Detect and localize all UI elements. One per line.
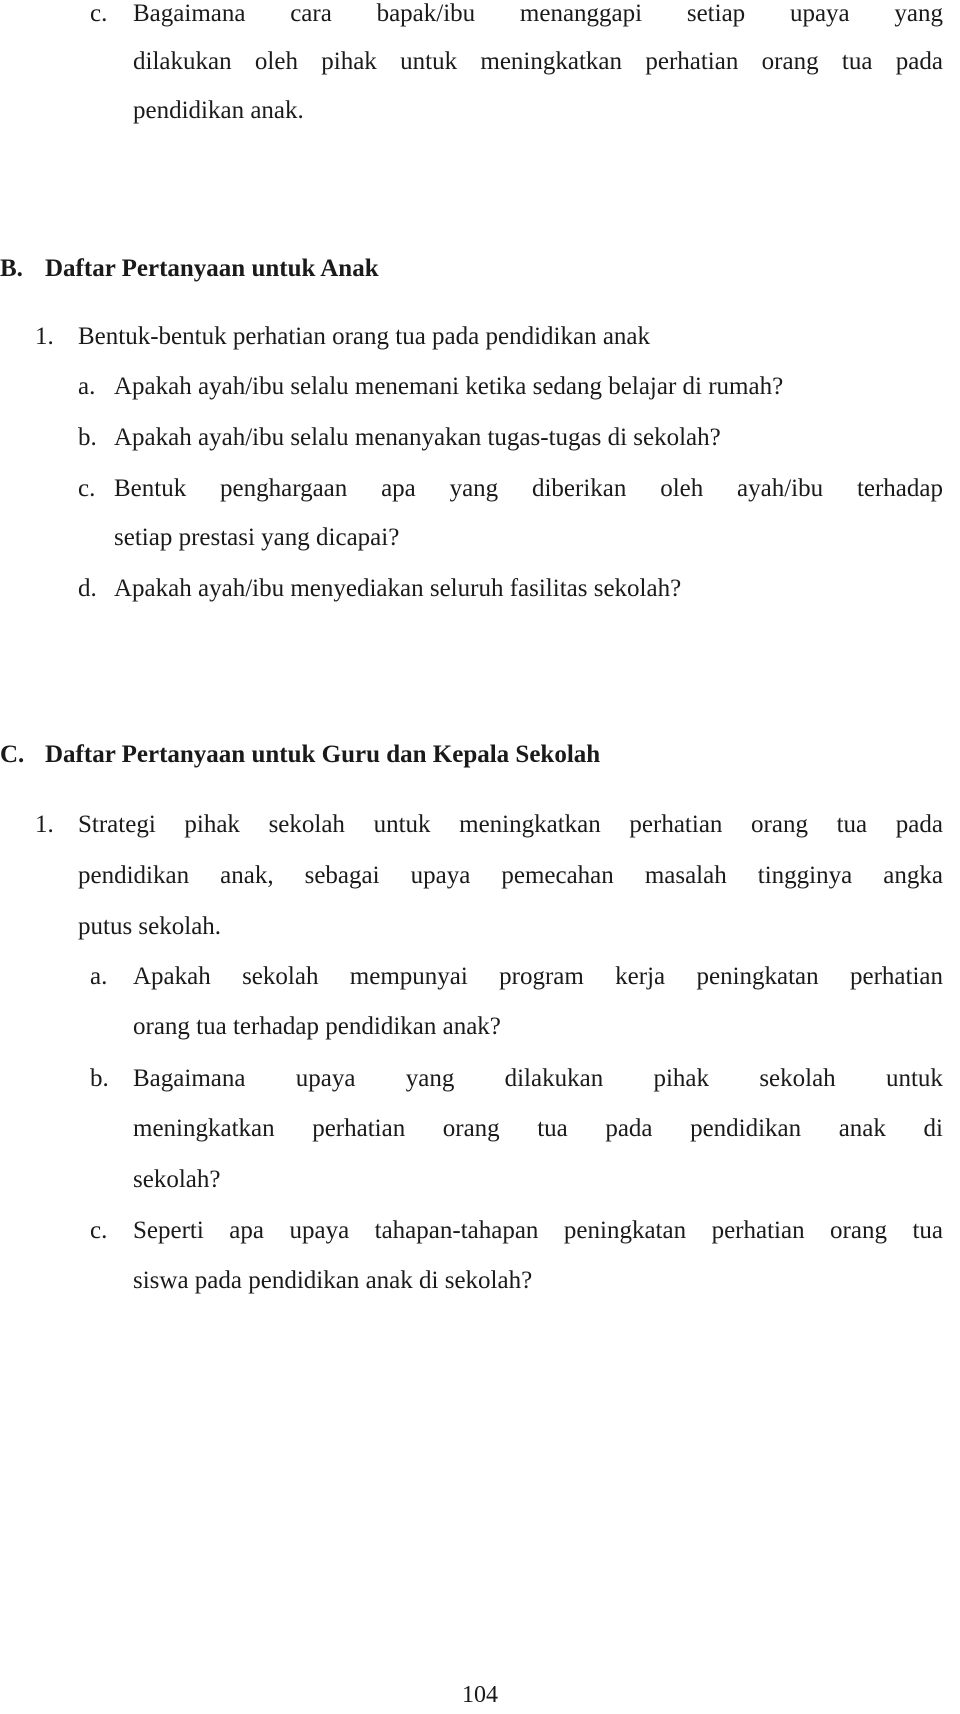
word: apa (229, 1217, 264, 1244)
word: pada (895, 48, 943, 75)
word: upaya (410, 862, 471, 889)
sub-item-text: setiap prestasi yang dicapai? (114, 524, 400, 551)
sub-item-text (133, 1115, 943, 1143)
word: pihak (653, 1065, 710, 1092)
word: bapak/ibu (376, 0, 476, 27)
section-marker: C. (0, 741, 25, 768)
sub-item-text: Apakah ayah/ibu menyediakan seluruh fasilitas sekolah? (114, 575, 682, 602)
word: pendidikan (78, 862, 190, 889)
item-marker: c. (90, 0, 108, 27)
word: sekolah (242, 963, 319, 990)
word: ayah/ibu (737, 475, 824, 502)
word: orang (830, 1217, 887, 1244)
word: sebagai (304, 862, 380, 889)
word: meningkatkan (480, 48, 623, 75)
sub-item-marker: b. (78, 424, 97, 451)
item-text (78, 811, 943, 839)
word: Bagaimana (133, 0, 246, 27)
word: untuk (885, 1065, 943, 1092)
word: setiap (686, 0, 746, 27)
word: perhatian (312, 1115, 406, 1142)
word: yang (894, 0, 943, 27)
word: sekolah (268, 811, 345, 838)
word: menanggapi (519, 0, 643, 27)
sub-item-text: siswa pada pendidikan anak di sekolah? (133, 1267, 533, 1294)
item-marker: 1. (35, 323, 54, 350)
word: yang (449, 475, 499, 502)
word: peningkatan (563, 1217, 687, 1244)
sub-item-text: orang tua terhadap pendidikan anak? (133, 1013, 501, 1040)
sub-item-text: sekolah? (133, 1166, 221, 1193)
word: upaya (289, 1217, 350, 1244)
word: sekolah (759, 1065, 836, 1092)
word: Apakah (133, 963, 211, 990)
word: pihak (321, 48, 377, 75)
word: masalah (644, 862, 727, 889)
word: perhatian (645, 48, 739, 75)
word: orang (751, 811, 808, 838)
sub-item-marker: d. (78, 575, 97, 602)
word: orang (761, 48, 819, 75)
word: upaya (789, 0, 850, 27)
sub-item-marker: c. (90, 1217, 108, 1244)
sub-item-text: Apakah ayah/ibu selalu menemani ketika sedang belajar di rumah? (114, 373, 784, 400)
word: orang (442, 1115, 500, 1142)
sub-item-marker: c. (78, 475, 96, 502)
word: perhatian (629, 811, 723, 838)
word: anak, (220, 862, 274, 889)
section-marker: B. (0, 255, 23, 282)
word: oleh (254, 48, 298, 75)
word: kerja (615, 963, 666, 990)
word: Strategi (78, 811, 156, 838)
word: program (499, 963, 584, 990)
word: penghargaan (220, 475, 348, 502)
word: meningkatkan (133, 1115, 275, 1142)
section-title: Daftar Pertanyaan untuk Anak (45, 255, 379, 282)
word: meningkatkan (459, 811, 601, 838)
item-marker: 1. (35, 811, 54, 838)
sub-item-marker: a. (78, 373, 96, 400)
sub-item-marker: a. (90, 963, 108, 990)
word: pihak (184, 811, 240, 838)
sub-item-text (133, 1217, 943, 1245)
word: tua (841, 48, 873, 75)
sub-item-text (133, 1065, 943, 1093)
word: tingginya (757, 862, 853, 889)
word: Bagaimana (133, 1065, 246, 1092)
word: terhadap (856, 475, 943, 502)
sub-item-text (114, 475, 943, 503)
word: dilakukan (133, 48, 232, 75)
word: apa (381, 475, 416, 502)
word: perhatian (711, 1217, 805, 1244)
sub-item-marker: b. (90, 1065, 109, 1092)
section-title: Daftar Pertanyaan untuk Guru dan Kepala Sekolah (45, 741, 601, 768)
word: untuk (373, 811, 431, 838)
word: mempunyai (349, 963, 468, 990)
word: untuk (400, 48, 458, 75)
word: upaya (295, 1065, 356, 1092)
word: tua (537, 1115, 568, 1142)
word: Bentuk (114, 475, 187, 502)
item-line: pendidikan anak. (133, 97, 304, 124)
word: angka (883, 862, 943, 889)
word: yang (405, 1065, 455, 1092)
sub-item-text (133, 963, 943, 991)
word: pemecahan (501, 862, 614, 889)
item-line (133, 48, 943, 76)
word: peningkatan (696, 963, 819, 990)
word: pada (895, 811, 943, 838)
item-line (133, 0, 943, 28)
word: cara (290, 0, 332, 27)
page-number: 104 (462, 1682, 498, 1708)
item-text: putus sekolah. (78, 913, 222, 940)
word: anak (838, 1115, 886, 1142)
item-text (78, 862, 943, 890)
word: tahapan-tahapan (374, 1217, 539, 1244)
word: pada (605, 1115, 653, 1142)
sub-item-text: Apakah ayah/ibu selalu menanyakan tugas-tugas di sekolah? (114, 424, 721, 451)
word: oleh (660, 475, 704, 502)
word: diberikan (531, 475, 627, 502)
item-text: Bentuk-bentuk perhatian orang tua pada pendidikan anak (78, 323, 651, 350)
word: dilakukan (504, 1065, 604, 1092)
word: tua (912, 1217, 943, 1244)
word: perhatian (849, 963, 943, 990)
word: di (923, 1115, 943, 1142)
word: Seperti (133, 1217, 204, 1244)
word: tua (836, 811, 868, 838)
word: pendidikan (690, 1115, 802, 1142)
